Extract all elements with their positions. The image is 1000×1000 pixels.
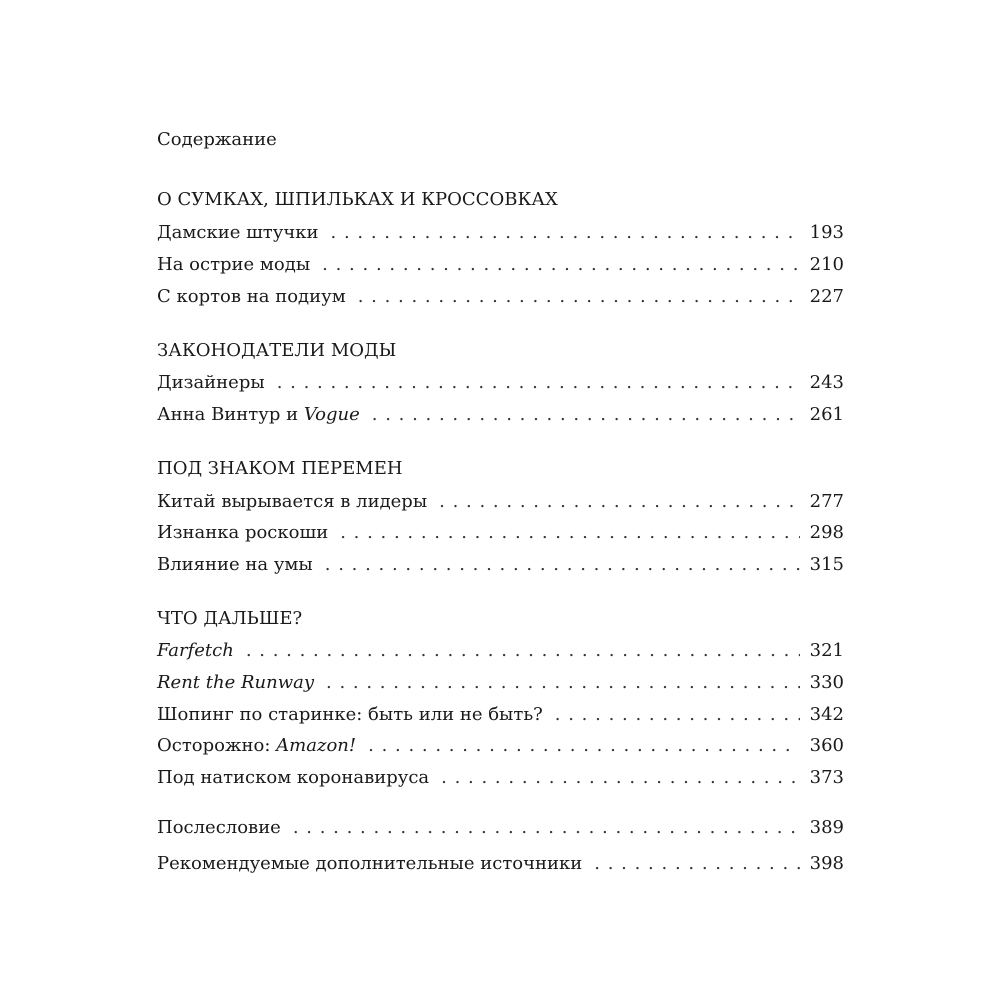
- toc-entry-page: 398: [809, 853, 844, 874]
- toc-entry: [157, 551, 844, 579]
- dot-leader: [277, 369, 800, 397]
- dot-leader: [368, 732, 800, 760]
- section-heading-trendsetters: ЗАКОНОДАТЕЛИ МОДЫ: [157, 340, 397, 361]
- toc-entry-page: 261: [809, 404, 844, 425]
- toc-entry: [157, 637, 844, 665]
- section-heading-bags: О СУМКАХ, ШПИЛЬКАХ И КРОССОВКАХ: [157, 189, 558, 210]
- dot-leader: [441, 764, 799, 792]
- dot-leader: [340, 519, 799, 547]
- toc-entry-page: 277: [809, 491, 844, 512]
- toc-entry-page: 243: [809, 372, 844, 393]
- toc-entry-label: Послесловие: [157, 817, 281, 838]
- toc-entry-page: 321: [809, 640, 844, 661]
- toc-entry-label-italic: Vogue: [303, 404, 360, 425]
- dot-leader: [293, 814, 800, 842]
- toc-entry-page: 373: [809, 767, 844, 788]
- toc-entry: [157, 488, 844, 516]
- toc-entry-label-text: Анна Винтур и: [157, 404, 304, 425]
- toc-entry: [157, 401, 844, 429]
- toc-entry: [157, 219, 844, 247]
- toc-entry-label: [157, 401, 360, 429]
- toc-entry-page: 315: [809, 554, 844, 575]
- section-heading-change: ПОД ЗНАКОМ ПЕРЕМЕН: [157, 458, 403, 479]
- section-heading-whats-next: ЧТО ДАЛЬШЕ?: [157, 608, 303, 629]
- toc-entry-label: Под натиском коронавируса: [157, 767, 430, 788]
- toc-entry: [157, 669, 844, 697]
- dot-leader: [594, 850, 799, 878]
- toc-entry: [157, 701, 844, 729]
- dot-leader: [372, 401, 800, 429]
- dot-leader: [322, 251, 799, 279]
- toc-entry: [157, 251, 844, 279]
- toc-entry-label-text: Осторожно:: [157, 735, 277, 756]
- dot-leader: [439, 488, 799, 516]
- toc-entry-label: Китай вырывается в лидеры: [157, 491, 428, 512]
- toc-entry-label: Шопинг по старинке: быть или не быть?: [157, 704, 543, 725]
- page-title: Содержание: [157, 129, 277, 150]
- toc-entry-label: Farfetch: [157, 640, 234, 661]
- toc-entry: [157, 764, 844, 792]
- toc-entry: [157, 283, 844, 311]
- toc-entry-label: На острие моды: [157, 254, 311, 275]
- toc-entry: [157, 732, 844, 760]
- toc-entry-label: Дизайнеры: [157, 372, 265, 393]
- toc-entry-page: 193: [809, 222, 844, 243]
- toc-entry-label: С кортов на подиум: [157, 286, 346, 307]
- toc-entry-label: Рекомендуемые дополнительные источники: [157, 853, 583, 874]
- dot-leader: [555, 701, 800, 729]
- toc-entry-page: 298: [809, 522, 844, 543]
- toc-entry-page: 210: [809, 254, 844, 275]
- dot-leader: [325, 551, 800, 579]
- toc-entry-label-italic: Amazon!: [276, 735, 357, 756]
- toc-entry: [157, 519, 844, 547]
- toc-entry-page: 389: [809, 817, 844, 838]
- dot-leader: [331, 219, 800, 247]
- toc-entry-page: 360: [809, 735, 844, 756]
- toc-entry-label: Влияние на умы: [157, 554, 313, 575]
- dot-leader: [358, 283, 800, 311]
- dot-leader: [246, 637, 800, 665]
- dot-leader: [326, 669, 800, 697]
- toc-entry-label: Rent the Runway: [157, 672, 314, 693]
- toc-entry-label: Изнанка роскоши: [157, 522, 329, 543]
- toc-entry: [157, 369, 844, 397]
- toc-entry-page: 227: [809, 286, 844, 307]
- toc-entry-afterword: [157, 814, 844, 842]
- toc-entry-further-reading: [157, 850, 844, 878]
- toc-entry-page: 342: [809, 704, 844, 725]
- toc-entry-label: [157, 732, 356, 760]
- toc-entry-page: 330: [809, 672, 844, 693]
- toc-entry-label: Дамские штучки: [157, 222, 319, 243]
